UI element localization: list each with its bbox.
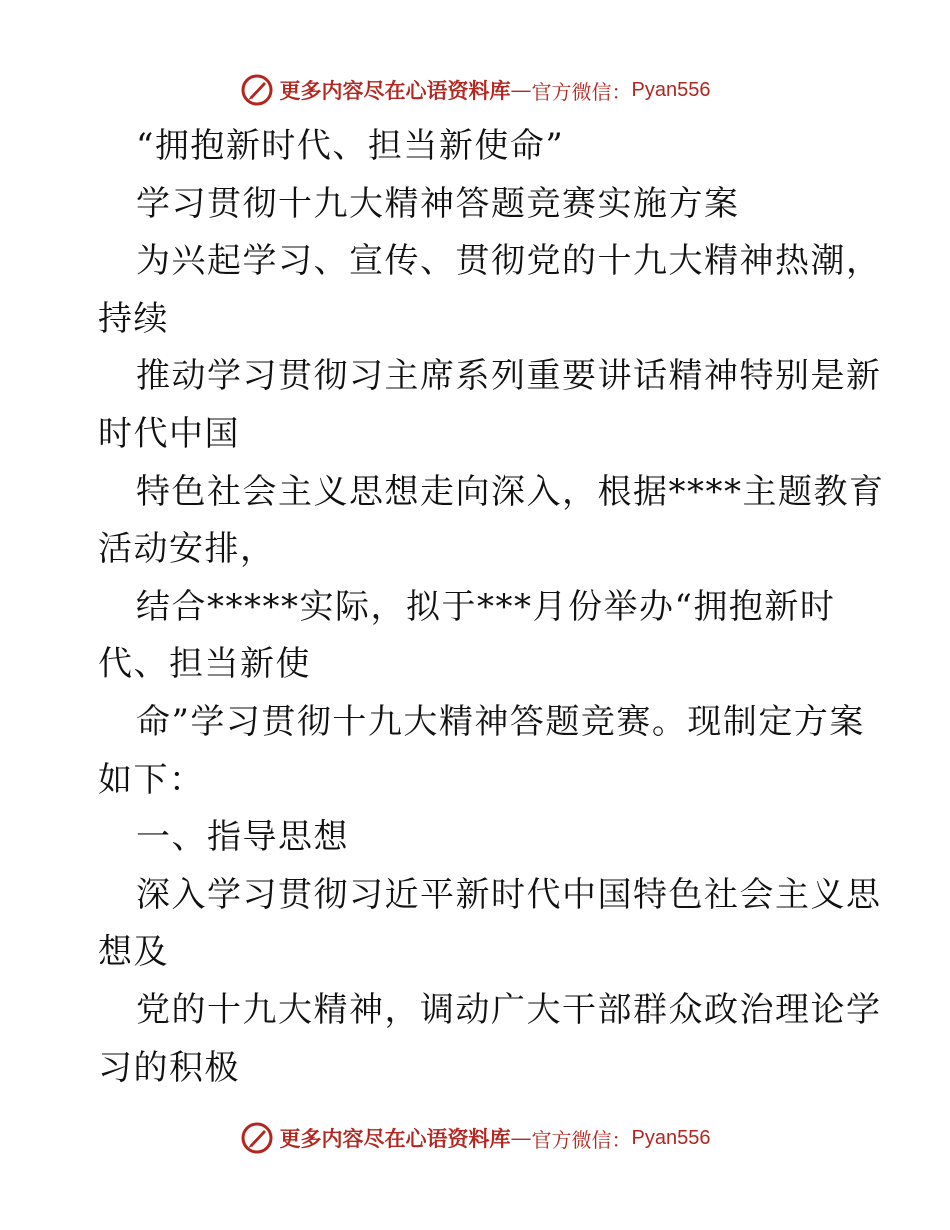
doc-line: 习的积极 (98, 1047, 240, 1088)
quill-logo-icon (240, 73, 274, 107)
banner-sub-text: 官方微信： (531, 1127, 632, 1152)
doc-line: 持续 (98, 298, 169, 339)
banner-wechat-id: Pyan556 (631, 78, 711, 101)
quill-logo-icon (240, 1121, 274, 1155)
doc-line: 特色社会主义思想走向深入，根据****主题教育 (136, 471, 885, 512)
doc-line: 深入学习贯彻习近平新时代中国特色社会主义思 (136, 874, 882, 915)
banner-separator: — (510, 78, 532, 102)
header-banner (0, 70, 950, 110)
doc-line: 代、担当新使 (98, 644, 311, 685)
footer-banner (0, 1118, 950, 1158)
doc-line: 时代中国 (98, 413, 240, 454)
banner-separator: — (510, 1126, 532, 1150)
doc-line: 想及 (98, 932, 169, 973)
banner-main-text: 更多内容尽在心语资料库 (279, 78, 511, 103)
doc-line: 活动安排， (98, 529, 276, 570)
section-heading: 一、指导思想 (136, 817, 349, 858)
banner-sub-text: 官方微信： (531, 79, 632, 104)
doc-subtitle-line: 学习贯彻十九大精神答题竞赛实施方案 (136, 183, 740, 224)
banner-main-text: 更多内容尽在心语资料库 (279, 1126, 511, 1151)
doc-line: 党的十九大精神，调动广大干部群众政治理论学 (136, 989, 882, 1030)
banner-wechat-id: Pyan556 (631, 1126, 711, 1149)
doc-title-line: “拥抱新时代、担当新使命” (136, 126, 565, 166)
doc-line: 为兴起学习、宣传、贯彻党的十九大精神热潮， (136, 241, 882, 282)
doc-line: 如下： (98, 759, 205, 800)
doc-line: 结合*****实际，拟于***月份举办“拥抱新时 (136, 586, 836, 627)
doc-line: 推动学习贯彻习主席系列重要讲话精神特别是新 (136, 356, 882, 397)
doc-line: 命”学习贯彻十九大精神答题竞赛。现制定方案 (136, 701, 865, 742)
document-body (98, 118, 885, 1097)
